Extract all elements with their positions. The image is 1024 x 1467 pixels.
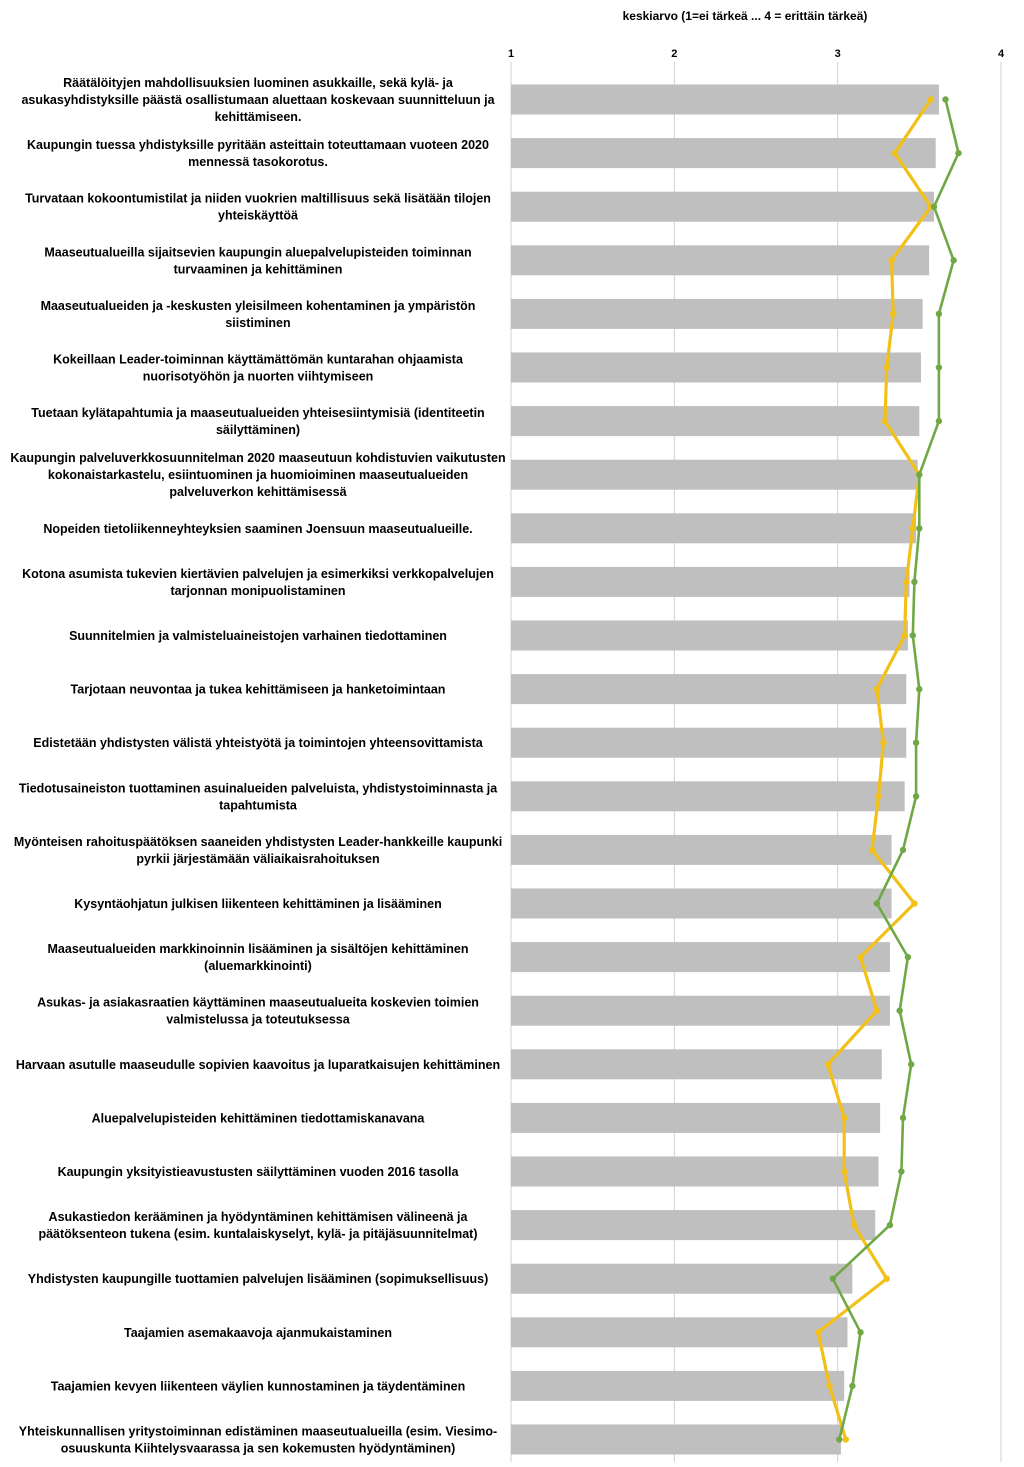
bar-22 — [511, 1210, 875, 1240]
bar-21 — [511, 1157, 879, 1187]
yellow-line-point-20 — [841, 1115, 847, 1121]
bar-12 — [511, 674, 906, 704]
yellow-line-point-6 — [884, 364, 890, 370]
category-label-line: Taajamien kevyen liikenteen väylien kunnostaminen ja täydentäminen — [50, 1379, 466, 1394]
category-label-line: Asukas- ja asiakasraatien käyttäminen maaseutualueita koskevien toimien — [37, 995, 479, 1010]
category-label-line: säilyttäminen) — [215, 423, 301, 438]
yellow-line-point-25 — [826, 1383, 832, 1389]
bar-26 — [511, 1425, 841, 1455]
category-label-line: Suunnitelmien ja valmisteluaineistojen varhainen tiedottaminen — [69, 629, 447, 643]
bar-8 — [511, 460, 918, 490]
green-line-point-21 — [898, 1168, 904, 1174]
green-line-point-26 — [836, 1436, 842, 1442]
green-line-point-15 — [900, 847, 906, 853]
green-line-point-12 — [916, 686, 922, 692]
category-label-line: Kaupungin yksityistieavustusten säilyttäminen vuoden 2016 tasolla — [57, 1165, 459, 1179]
green-line-point-18 — [897, 1008, 903, 1014]
category-label-15 — [14, 835, 502, 866]
category-label-18 — [37, 996, 479, 1027]
green-line-point-11 — [910, 632, 916, 638]
green-line-point-16 — [874, 900, 880, 906]
bar-11 — [511, 621, 908, 651]
green-line-point-1 — [942, 96, 948, 102]
category-label-line: Asukastiedon kerääminen ja hyödyntäminen kehittämisen välineenä ja — [48, 1210, 468, 1225]
yellow-line-point-10 — [903, 579, 909, 585]
yellow-line-point-13 — [880, 740, 886, 746]
category-label-line: Kaupungin tuessa yhdistyksille pyritään asteittain toteuttamaan vuoteen 2020 — [27, 138, 489, 153]
green-line-point-13 — [913, 740, 919, 746]
category-label-line: Aluepalvelupisteiden kehittäminen tiedottamiskanavana — [91, 1111, 425, 1126]
green-line-point-25 — [849, 1383, 855, 1389]
category-label-2 — [27, 138, 489, 169]
bar-20 — [511, 1103, 880, 1133]
green-line-point-24 — [857, 1329, 863, 1335]
green-line-point-22 — [887, 1222, 893, 1228]
yellow-line-point-11 — [901, 632, 907, 638]
category-label-line: (aluemarkkinointi) — [204, 959, 312, 974]
category-label-line: osuuskunta Kiihtelysvaarassa ja sen kokemusten hyödyntäminen) — [60, 1441, 456, 1456]
yellow-line-point-16 — [911, 900, 917, 906]
x-axis-tick-labels — [508, 48, 1005, 60]
green-line-point-14 — [913, 793, 919, 799]
bar-6 — [511, 353, 921, 383]
category-label-line: tarjonnan monipuolistaminen — [170, 583, 346, 598]
bars — [511, 85, 939, 1455]
x-tick-label-3: 3 — [834, 48, 841, 60]
category-label-line: Nopeiden tietoliikenneyhteyksien saaminen Joensuun maaseutualueille. — [43, 521, 473, 536]
category-label-line: turvaaminen ja kehittäminen — [173, 262, 343, 277]
category-label-8 — [10, 451, 505, 499]
category-label-line: Tuetaan kylätapahtumia ja maaseutualueiden yhteisesiintymisiä (identiteetin — [31, 406, 485, 421]
category-label-line: tapahtumista — [219, 798, 297, 813]
yellow-line-point-12 — [874, 686, 880, 692]
category-label-line: mennessä tasokorotus. — [188, 155, 328, 170]
category-label-25 — [51, 1379, 466, 1393]
yellow-line-point-19 — [825, 1061, 831, 1067]
category-label-line: siistiminen — [225, 315, 291, 330]
category-label-line: Tiedotusaineiston tuottaminen asuinalueiden palveluista, yhdistystoiminnasta ja — [18, 781, 498, 796]
category-labels — [10, 76, 505, 1456]
bar-23 — [511, 1264, 852, 1294]
yellow-line-point-7 — [882, 418, 888, 424]
category-label-line: Räätälöityjen mahdollisuuksien luominen asukkaille, sekä kylä- ja — [63, 76, 453, 90]
category-label-13 — [33, 736, 483, 750]
yellow-line-point-2 — [892, 150, 898, 156]
bar-13 — [511, 728, 906, 758]
bar-15 — [511, 835, 892, 865]
bar-7 — [511, 406, 919, 436]
category-label-16 — [74, 897, 441, 911]
category-label-line: Myönteisen rahoituspäätöksen saaneiden yhdistysten Leader-hankkeille kaupunki — [13, 834, 503, 849]
category-label-line: Kotona asumista tukevien kiertävien palvelujen ja esimerkiksi verkkopalvelujen — [22, 566, 494, 581]
green-line-point-7 — [936, 418, 942, 424]
series-lines — [815, 96, 962, 1442]
category-label-line: Kokeillaan Leader-toiminnan käyttämättömän kuntarahan ohjaamista — [53, 352, 463, 367]
category-label-line: päätöksenteon tukena (esim. kuntalaiskyselyt, kylä- ja pitäjäsuunnitelmat) — [38, 1227, 478, 1242]
category-label-24 — [124, 1326, 392, 1340]
category-label-1 — [21, 76, 495, 124]
bar-1 — [511, 85, 939, 115]
yellow-line-point-18 — [874, 1008, 880, 1014]
category-label-17 — [48, 942, 469, 973]
category-label-10 — [22, 567, 494, 598]
category-label-line: Edistetään yhdistysten välistä yhteistyötä ja toimintojen yhteensovittamista — [33, 736, 483, 751]
yellow-line-point-26 — [843, 1436, 849, 1442]
bar-10 — [511, 567, 910, 597]
x-tick-label-1: 1 — [507, 48, 515, 60]
green-line-point-19 — [908, 1061, 914, 1067]
bar-2 — [511, 138, 936, 168]
category-label-line: asukasyhdistyksille päästä osallistumaan aluettaan koskevaan suunnitteluun ja — [21, 93, 495, 107]
yellow-line-point-14 — [875, 793, 881, 799]
bar-16 — [511, 889, 892, 919]
category-label-line: palveluverkon kehittämisessä — [169, 485, 347, 500]
bar-3 — [511, 192, 934, 222]
bar-9 — [511, 513, 916, 543]
bar-14 — [511, 781, 905, 811]
yellow-line-point-5 — [890, 311, 896, 317]
green-line-point-3 — [931, 204, 937, 210]
bar-18 — [511, 996, 890, 1026]
yellow-line-point-17 — [857, 954, 863, 960]
category-label-11 — [69, 629, 447, 643]
yellow-line-point-21 — [841, 1168, 847, 1174]
category-label-21 — [58, 1165, 460, 1179]
yellow-line-point-9 — [910, 525, 916, 531]
category-label-9 — [43, 522, 472, 536]
category-label-line: Turvataan kokoontumistilat ja niiden vuokrien maltillisuus sekä lisätään tilojen — [25, 191, 491, 206]
category-label-5 — [41, 299, 476, 330]
category-label-line: Maaseutualueilla sijaitsevien kaupungin aluepalvelupisteiden toiminnan — [44, 245, 472, 260]
x-tick-label-4: 4 — [997, 48, 1005, 60]
yellow-line-point-22 — [851, 1222, 857, 1228]
green-line-point-20 — [900, 1115, 906, 1121]
green-line-point-10 — [911, 579, 917, 585]
yellow-line-point-15 — [869, 847, 875, 853]
green-line-point-4 — [950, 257, 956, 263]
bar-24 — [511, 1317, 847, 1347]
green-line-point-5 — [936, 311, 942, 317]
bar-25 — [511, 1371, 844, 1401]
category-label-line: Maaseutualueiden markkinoinnin lisääminen ja sisältöjen kehittäminen — [47, 942, 469, 957]
category-label-26 — [19, 1425, 497, 1456]
category-label-7 — [31, 406, 484, 437]
category-label-line: Tarjotaan neuvontaa ja tukea kehittämiseen ja hanketoimintaan — [70, 682, 446, 697]
green-line-point-9 — [916, 525, 922, 531]
category-label-line: nuorisotyöhön ja nuorten viihtymiseen — [142, 369, 374, 384]
category-label-line: Kysyntäohjatun julkisen liikenteen kehittäminen ja lisääminen — [74, 897, 442, 911]
chart-title: keskiarvo (1=ei tärkeä ... 4 = erittäin tärkeä) — [622, 9, 868, 23]
category-label-12 — [71, 683, 446, 697]
category-label-line: valmistelussa ja toteutuksessa — [166, 1012, 350, 1027]
x-tick-label-2: 2 — [671, 48, 678, 60]
bar-5 — [511, 299, 923, 329]
category-label-line: Yhteiskunnallisen yritystoiminnan edistäminen maaseutualueilla (esim. Viesimo- — [18, 1424, 498, 1439]
yellow-line-point-4 — [888, 257, 894, 263]
green-line-point-8 — [916, 472, 922, 478]
category-label-line: kokonaistarkastelu, esiintuominen ja huomioiminen maaseutualueiden — [47, 468, 469, 483]
category-label-19 — [16, 1058, 500, 1072]
yellow-line-point-24 — [815, 1329, 821, 1335]
category-label-3 — [25, 192, 491, 223]
bar-17 — [511, 942, 890, 972]
category-label-line: Yhdistysten kaupungille tuottamien palvelujen lisääminen (sopimuksellisuus) — [27, 1272, 489, 1287]
category-label-line: Kaupungin palveluverkkosuunnitelman 2020 maaseutuun kohdistuvien vaikutusten — [10, 451, 506, 466]
category-label-4 — [44, 245, 471, 276]
category-label-20 — [92, 1111, 426, 1125]
category-label-line: Harvaan asutulle maaseudulle sopivien kaavoitus ja luparatkaisujen kehittäminen — [15, 1057, 501, 1072]
yellow-line-point-1 — [928, 96, 934, 102]
category-label-23 — [28, 1272, 489, 1286]
category-label-line: pyrkii järjestämään väliaikaisrahoituksen — [136, 851, 380, 866]
green-line-point-23 — [830, 1276, 836, 1282]
green-line-point-2 — [955, 150, 961, 156]
category-label-22 — [38, 1210, 477, 1241]
category-label-line: Taajamien asemakaavoja ajanmukaistaminen — [124, 1325, 392, 1340]
category-label-line: Maaseutualueiden ja -keskusten yleisilmeen kohentaminen ja ympäristön — [40, 298, 476, 313]
bar-4 — [511, 245, 929, 275]
category-label-6 — [53, 353, 464, 384]
category-label-line: yhteiskäyttöä — [218, 208, 298, 223]
category-label-14 — [19, 781, 498, 812]
yellow-line-point-23 — [884, 1276, 890, 1282]
green-line-point-17 — [905, 954, 911, 960]
category-label-line: kehittämiseen. — [214, 110, 302, 124]
green-line-point-6 — [936, 364, 942, 370]
